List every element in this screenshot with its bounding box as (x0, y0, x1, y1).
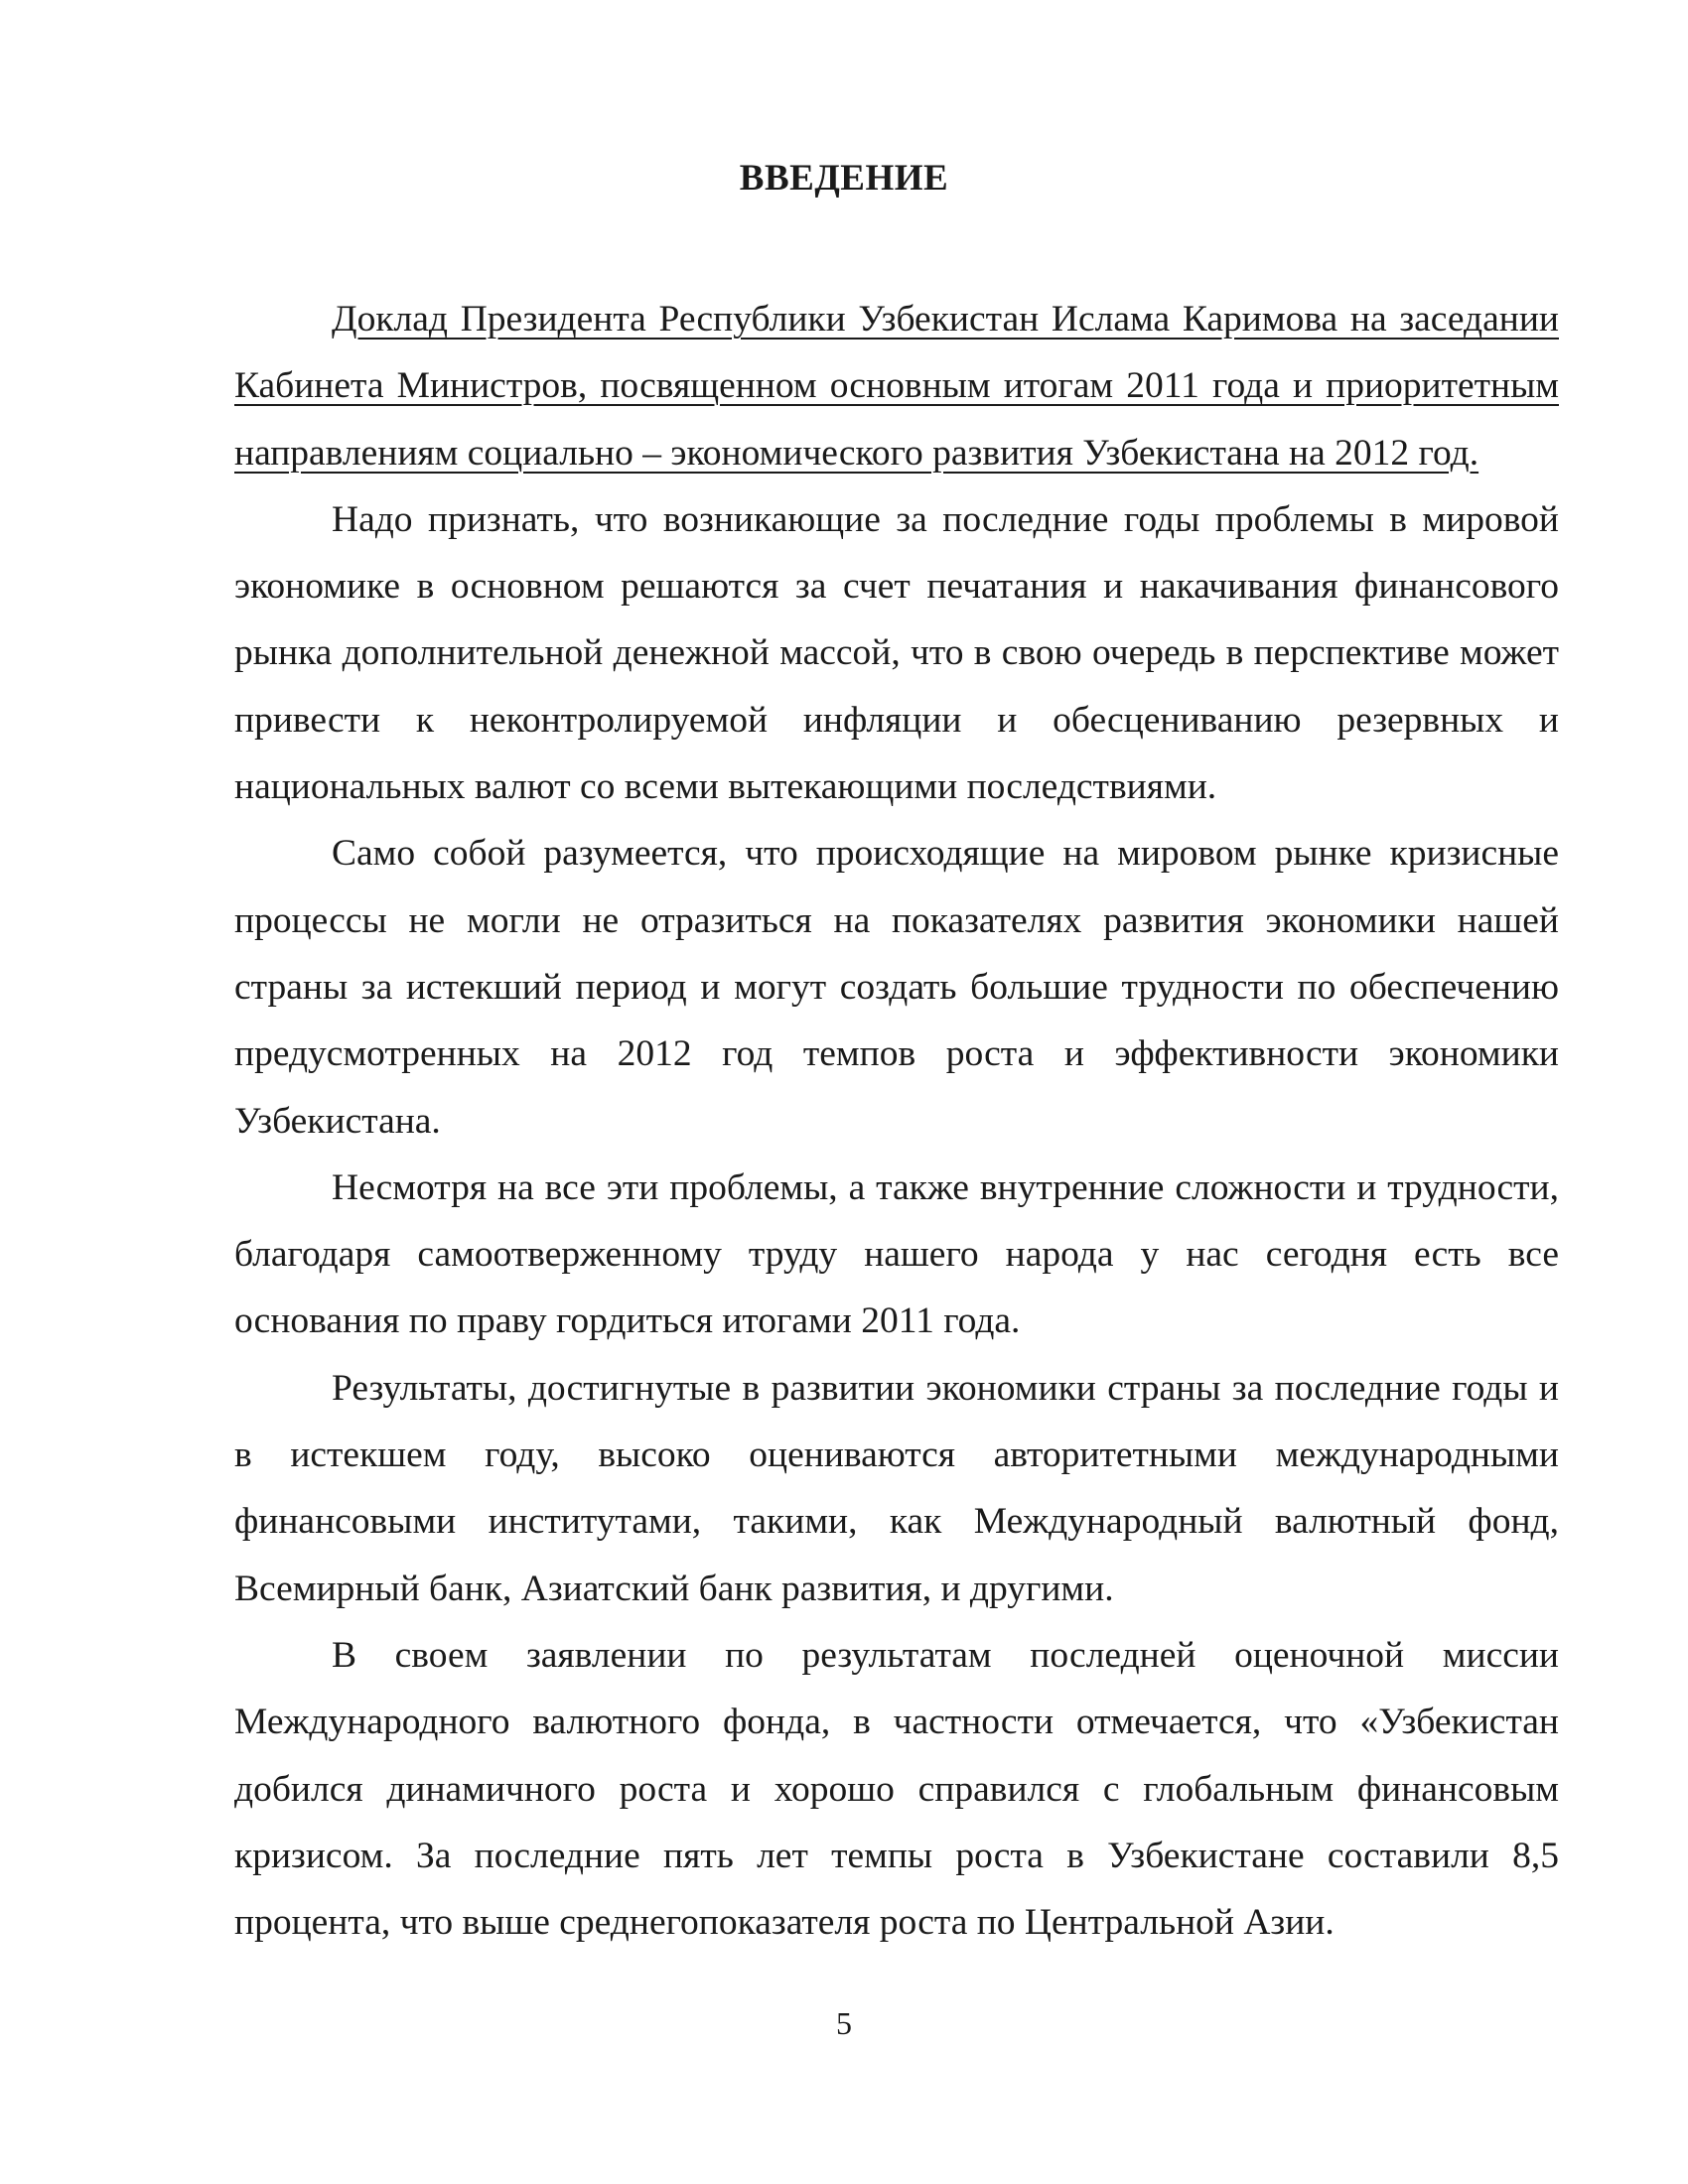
paragraph-international-assessment: Результаты, достигнутые в развитии экономики страны за последние годы и в истекшем году, высоко оцениваются авторитетными международными финансовыми институтами, такими, как Международный валютный фонд, Всемирный банк, Азиатский банк развития, и другими. (234, 1367, 1559, 1609)
paragraph-report-reference: Доклад Президента Республики Узбекистан Ислама Каримова на заседании Кабинета Министров, посвященном основным итогам 2011 года и приоритетным направлениям социально – экономического развития Узбекистана на 2012 год. (234, 299, 1559, 474)
paragraph-achievements: Несмотря на все эти проблемы, а также внутренние сложности и трудности, благодаря самоотверженному труду нашего народа у нас сегодня есть все основания по праву гордиться итогами 2011 года. (234, 1166, 1559, 1342)
paragraph-crisis-processes: Само собой разумеется, что происходящие на мировом рынке кризисные процессы не могли не отразиться на показателях развития экономики нашей страны за истекший период и могут создать большие трудности по обеспечению предусмотренных на 2012 год темпов роста и эффективности экономики Узбекистана. (234, 833, 1559, 1142)
body-text (234, 286, 1559, 1956)
paragraph-world-economy: Надо признать, что возникающие за последние годы проблемы в мировой экономике в основном решаются за счет печатания и накачивания финансового рынка дополнительной денежной массой, что в свою очередь в перспективе может привести к неконтролируемой инфляции и обесцениванию резервных и национальных валют со всеми вытекающими последствиями. (234, 498, 1559, 808)
section-title: ВВЕДЕНИЕ (739, 158, 949, 199)
page-number: 5 (836, 2005, 852, 2041)
paragraph-imf-statement: В своем заявлении по результатам последней оценочной миссии Международного валютного фонда, в частности отмечается, что «Узбекистан добился динамичного роста и хорошо справился с глобальным финансовым кризисом. За последние пять лет темпы роста в Узбекистане составили 8,5 процента, что выше среднегопоказателя роста по Центральной Азии. (234, 1634, 1559, 1944)
